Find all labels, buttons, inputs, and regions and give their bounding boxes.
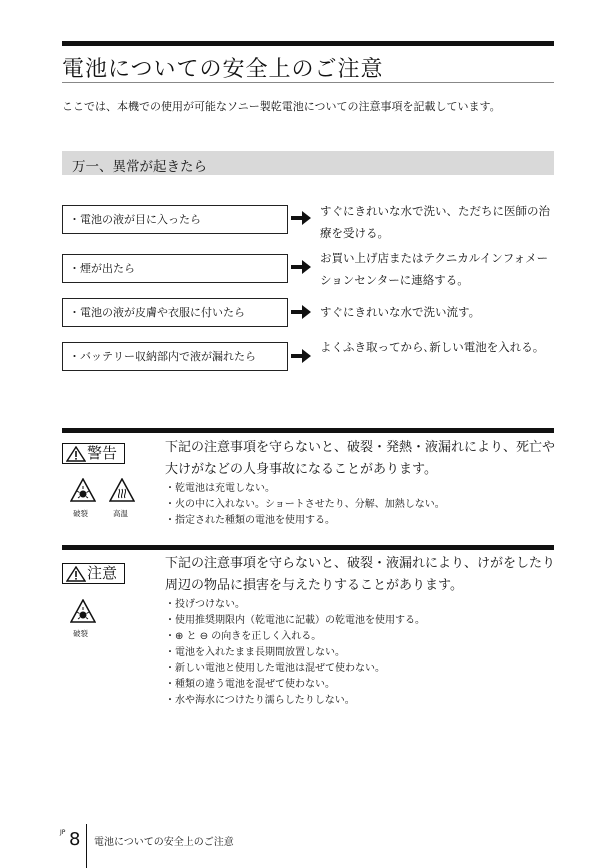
warning-lead: 下記の注意事項を守らないと、破裂・発熱・液漏れにより、死亡や大けがなどの人身事故になることがあります。: [165, 440, 556, 477]
caution-badge-label: 注意: [87, 564, 118, 582]
running-title: 電池についての安全上のご注意: [94, 837, 234, 848]
explosion-icon: [70, 599, 96, 623]
caution-item: ・⊕ と ⊖ の向きを正しく入れる。: [165, 631, 322, 642]
arrow-right-icon: [291, 349, 311, 363]
condition-box: ・電池の液が皮膚や衣服に付いたら: [62, 298, 288, 327]
warning-badge-label: 警告: [87, 444, 118, 462]
caution-rule: [62, 545, 554, 550]
arrow-right-icon: [291, 260, 311, 274]
condition-box: ・バッテリー収納部内で液が漏れたら: [62, 342, 288, 371]
condition-box: ・電池の液が目に入ったら: [62, 205, 288, 234]
caution-item: ・新しい電池と使用した電池は混ぜて使わない。: [165, 663, 385, 674]
top-rule: [62, 41, 554, 46]
caution-item: ・電池を入れたまま長期間放置しない。: [165, 647, 345, 658]
footer-divider: [86, 824, 87, 868]
warning-triangle-icon: [66, 446, 86, 462]
caution-badge: [62, 563, 125, 584]
page-title: 電池についての安全上のご注意: [62, 57, 384, 82]
caution-lead: 下記の注意事項を守らないと、破裂・液漏れにより、けがをしたり周辺の物品に損害を与えたりすることがあります。: [165, 556, 556, 593]
title-underline: [62, 82, 554, 83]
warning-triangle-icon: [66, 566, 86, 582]
caution-item: ・使用推奨期限内（乾電池に記載）の乾電池を使用する。: [165, 615, 425, 626]
warning-item: ・火の中に入れない。ショートさせたり、分解、加熱しない。: [165, 499, 445, 510]
action-text: よくふき取ってから､新しい電池を入れる。: [320, 340, 545, 354]
warning-badge: [62, 443, 125, 464]
intro-text: ここでは、本機での使用が可能なソニー製乾電池についての注意事項を記載しています。: [62, 100, 501, 113]
icon-caption: 高温: [113, 509, 128, 518]
warning-item: ・乾電池は充電しない。: [165, 483, 275, 494]
warning-rule: [62, 428, 554, 433]
condition-box: ・煙が出たら: [62, 254, 288, 283]
section-title: 万一、異常が起きたら: [72, 159, 207, 175]
arrow-right-icon: [291, 305, 311, 319]
caution-item: ・種類の違う電池を混ぜて使わない。: [165, 679, 335, 690]
icon-caption: 破裂: [73, 629, 88, 638]
caution-item: ・投げつけない。: [165, 599, 245, 610]
warning-item: ・指定された種類の電池を使用する。: [165, 515, 335, 526]
icon-caption: 破裂: [73, 509, 88, 518]
high-temperature-icon: [109, 478, 135, 502]
page-number: 8: [69, 829, 81, 850]
action-text: すぐにきれいな水で洗い、ただちに医師の治療を受ける。: [320, 204, 550, 240]
action-text: すぐにきれいな水で洗い流す。: [320, 305, 481, 319]
caution-item: ・水や海水につけたり濡らしたりしない。: [165, 695, 355, 706]
arrow-right-icon: [291, 211, 311, 225]
action-text: お買い上げ店またはテクニカルインフォメーションセンターに連絡する。: [320, 251, 549, 287]
footer-lang: JP: [60, 829, 66, 836]
explosion-icon: [70, 478, 96, 502]
